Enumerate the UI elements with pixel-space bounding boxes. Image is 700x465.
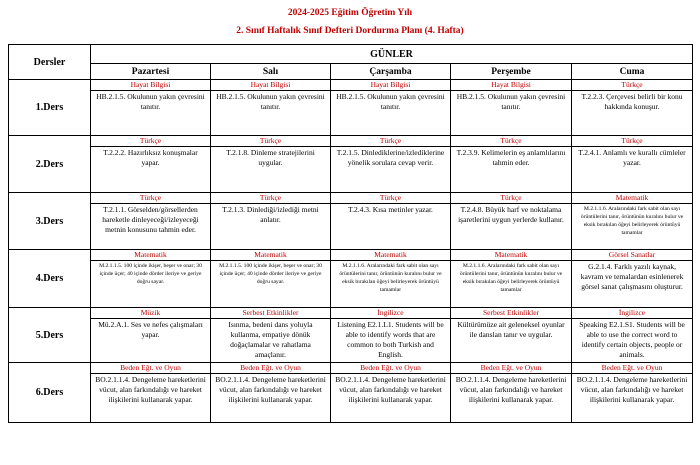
lesson-cell-friday	[572, 250, 693, 308]
learning-outcome: T.2.1.3. Dinlediği/izlediği metni anlatır.	[222, 205, 319, 224]
subject-name: Hayat Bilgisi	[211, 80, 330, 91]
learning-outcome: BO.2.1.1.4. Dengeleme hareketlerini vücut, alan farkındalığı ve hareket ilişkilerini kullanarak yapar.	[95, 375, 206, 404]
lesson-cell-thursday	[451, 80, 572, 136]
day-header-tuesday: Salı	[211, 64, 331, 80]
lesson-cell-wednesday	[331, 136, 451, 193]
lesson-label: 2.Ders	[9, 136, 91, 193]
gunler-header: GÜNLER	[91, 45, 693, 64]
learning-outcome: T.2.2.2. Hazırlıksız konuşmalar yapar.	[103, 148, 198, 167]
lesson-rows	[9, 80, 693, 423]
learning-outcome: Mü.2.A.1. Ses ve nefes çalışmaları yapar.	[98, 320, 203, 339]
subject-name: Müzik	[91, 308, 210, 319]
weekly-plan-table	[8, 44, 693, 423]
subject-name: Türkçe	[211, 136, 330, 147]
learning-outcome: T.2.4.8. Büyük harf ve noktalama işaretlerini uygun yerlerde kullanır.	[458, 205, 564, 224]
lesson-cell-tuesday	[211, 193, 331, 250]
lesson-cell-tuesday	[211, 250, 331, 308]
subject-name: Türkçe	[211, 193, 330, 204]
subject-name: Serbest Etkinlikler	[211, 308, 330, 319]
learning-outcome: HB.2.1.5. Okulunun yakın çevresini tanıtır.	[456, 92, 566, 111]
learning-outcome: HB.2.1.5. Okulunun yakın çevresini tanıtır.	[216, 92, 325, 111]
subject-name: Türkçe	[451, 193, 571, 204]
learning-outcome: BO.2.1.1.4. Dengeleme hareketlerini vücut, alan farkındalığı ve hareket ilişkilerini kullanarak yapar.	[215, 375, 326, 404]
subject-name: Beden Eğt. ve Oyun	[211, 363, 330, 374]
learning-outcome: M.2.1.1.6. Aralarındaki fark sabit olan sayı örüntülerini tanır, örüntünün kuralını bulur ve eksik bırakılan öğeyi belirleyerek örüntüyü tamamlar	[339, 263, 442, 293]
learning-outcome: HB.2.1.5. Okulunun yakın çevresini tanıtır.	[336, 92, 445, 111]
lesson-cell-friday	[572, 193, 693, 250]
learning-outcome: T.2.1.8. Dinleme stratejilerini uygular.	[226, 148, 315, 167]
lesson-cell-monday	[91, 308, 211, 363]
learning-outcome: Listening E2.1.L1. Students will be able to identify words that are common to both Turkish and English.	[337, 320, 444, 359]
subject-name: Matematik	[91, 250, 210, 261]
lesson-label: 3.Ders	[9, 193, 91, 250]
learning-outcome: M.2.1.1.5. 100 içinde ikişer, beşer ve onar; 30 içinde üçer; 40 içinde dörder ileriye ve geriye doğru sayar.	[219, 263, 322, 285]
learning-outcome: HB.2.1.5. Okulunun yakın çevresini tanıtır.	[96, 92, 205, 111]
subject-name: Matematik	[211, 250, 330, 261]
lesson-label: 1.Ders	[9, 80, 91, 136]
lesson-cell-wednesday	[331, 80, 451, 136]
lesson-cell-friday	[572, 363, 693, 423]
subject-name: Hayat Bilgisi	[451, 80, 571, 91]
lesson-cell-wednesday	[331, 250, 451, 308]
dersler-header: Dersler	[9, 45, 91, 80]
lesson-cell-monday	[91, 250, 211, 308]
subject-name: Türkçe	[572, 136, 692, 147]
table-row	[9, 250, 693, 308]
day-header-thursday: Perşembe	[451, 64, 572, 80]
learning-outcome: T.2.3.9. Kelimelerin eş anlamlılarını tahmin eder.	[456, 148, 566, 167]
lesson-cell-thursday	[451, 136, 572, 193]
day-header-monday: Pazartesi	[91, 64, 211, 80]
lesson-cell-wednesday	[331, 193, 451, 250]
lesson-cell-thursday	[451, 308, 572, 363]
learning-outcome: G.2.1.4. Farklı yazılı kaynak, kavram ve temalardan esinlenerek görsel sanat çalışmasını oluşturur.	[580, 262, 684, 291]
lesson-cell-thursday	[451, 193, 572, 250]
subject-name: Türkçe	[91, 193, 210, 204]
subject-name: Matematik	[451, 250, 571, 261]
subject-name: Beden Eğt. ve Oyun	[451, 363, 571, 374]
lesson-cell-tuesday	[211, 136, 331, 193]
document-title: 2024-2025 Eğitim Öğretim Yılı	[287, 8, 413, 18]
subject-name: Matematik	[331, 250, 450, 261]
lesson-cell-monday	[91, 193, 211, 250]
table-row	[9, 80, 693, 136]
subject-name: İngilizce	[331, 308, 450, 319]
subject-name: Matematik	[572, 193, 692, 204]
lesson-cell-wednesday	[331, 308, 451, 363]
lesson-cell-thursday	[451, 363, 572, 423]
learning-outcome: Speaking E2.1.S1. Students will be able to use the correct word to identify certain objects, people or animals.	[579, 320, 685, 359]
learning-outcome: T.2.1.5. Dinlediklerine/izlediklerine yönelik sorulara cevap verir.	[336, 148, 445, 167]
learning-outcome: BO.2.1.1.4. Dengeleme hareketlerini vücut, alan farkındalığı ve hareket ilişkilerini kullanarak yapar.	[576, 375, 688, 404]
lesson-cell-friday	[572, 308, 693, 363]
day-header-wednesday: Çarşamba	[331, 64, 451, 80]
subject-name: Beden Eğt. ve Oyun	[331, 363, 450, 374]
learning-outcome: M.2.1.1.5. 100 içinde ikişer, beşer ve onar; 30 içinde üçer; 40 içinde dörder ileriye ve geriye doğru sayar.	[99, 263, 202, 285]
table-row	[9, 308, 693, 363]
subject-name: Türkçe	[331, 193, 450, 204]
table-row	[9, 363, 693, 423]
subject-name: Görsel Sanatlar	[572, 250, 692, 261]
learning-outcome: T.2.2.3. Çerçevesi belirli bir konu hakkında konuşur.	[581, 92, 683, 111]
lesson-cell-monday	[91, 80, 211, 136]
learning-outcome: BO.2.1.1.4. Dengeleme hareketlerini vücut, alan farkındalığı ve hareket ilişkilerini kullanarak yapar.	[335, 375, 446, 404]
lesson-label: 5.Ders	[9, 308, 91, 363]
lesson-label: 4.Ders	[9, 250, 91, 308]
lesson-cell-wednesday	[331, 363, 451, 423]
lesson-cell-friday	[572, 80, 693, 136]
lesson-cell-tuesday	[211, 363, 331, 423]
learning-outcome: T.2.1.1. Görselden/görsellerden hareketle dinleyeceği/izleyeceği metnin konusunu tahmin eder.	[102, 205, 199, 234]
lesson-cell-tuesday	[211, 80, 331, 136]
lesson-label: 6.Ders	[9, 363, 91, 423]
learning-outcome: BO.2.1.1.4. Dengeleme hareketlerini vücut, alan farkındalığı ve hareket ilişkilerini kullanarak yapar.	[455, 375, 567, 404]
subject-name: Beden Eğt. ve Oyun	[91, 363, 210, 374]
subject-name: Hayat Bilgisi	[91, 80, 210, 91]
subject-name: Türkçe	[91, 136, 210, 147]
learning-outcome: T.2.4.1. Anlamlı ve kurallı cümleler yazar.	[578, 148, 686, 167]
subject-name: Hayat Bilgisi	[331, 80, 450, 91]
learning-outcome: T.2.4.3. Kısa metinler yazar.	[348, 205, 433, 214]
document-subtitle: 2. Sınıf Haftalık Sınıf Defteri Dordurma Planı (4. Hafta)	[236, 26, 464, 36]
lesson-cell-monday	[91, 363, 211, 423]
lesson-cell-friday	[572, 136, 693, 193]
lesson-cell-thursday	[451, 250, 572, 308]
day-header-friday: Cuma	[572, 64, 693, 80]
subject-name: İngilizce	[572, 308, 692, 319]
table-row	[9, 136, 693, 193]
learning-outcome: Kültürümüze ait geleneksel oyunlar ile danslan tanır ve uygular.	[457, 320, 565, 339]
table-row	[9, 193, 693, 250]
subject-name: Türkçe	[451, 136, 571, 147]
lesson-cell-monday	[91, 136, 211, 193]
subject-name: Serbest Etkinlikler	[451, 308, 571, 319]
lesson-cell-tuesday	[211, 308, 331, 363]
subject-name: Türkçe	[572, 80, 692, 91]
learning-outcome: M.2.1.1.6. Aralarındaki fark sabit olan sayı örüntülerini tanır, örüntünün kuralını bulur ve eksik bırakılan öğeyi belirleyerek örüntüyü tamamlar	[580, 206, 684, 236]
learning-outcome: M.2.1.1.6. Aralarındaki fark sabit olan sayı örüntülerini tanır, örüntünün kuralını bulur ve eksik bırakılan öğeyi belirleyerek örüntüyü tamamlar	[459, 263, 563, 293]
learning-outcome: Isınma, bedeni dans yoluyla kullanma, empatiye dönük doğaçlamalar ve rahatlama amaçlanır.	[228, 320, 313, 359]
subject-name: Türkçe	[331, 136, 450, 147]
subject-name: Beden Eğt. ve Oyun	[572, 363, 692, 374]
